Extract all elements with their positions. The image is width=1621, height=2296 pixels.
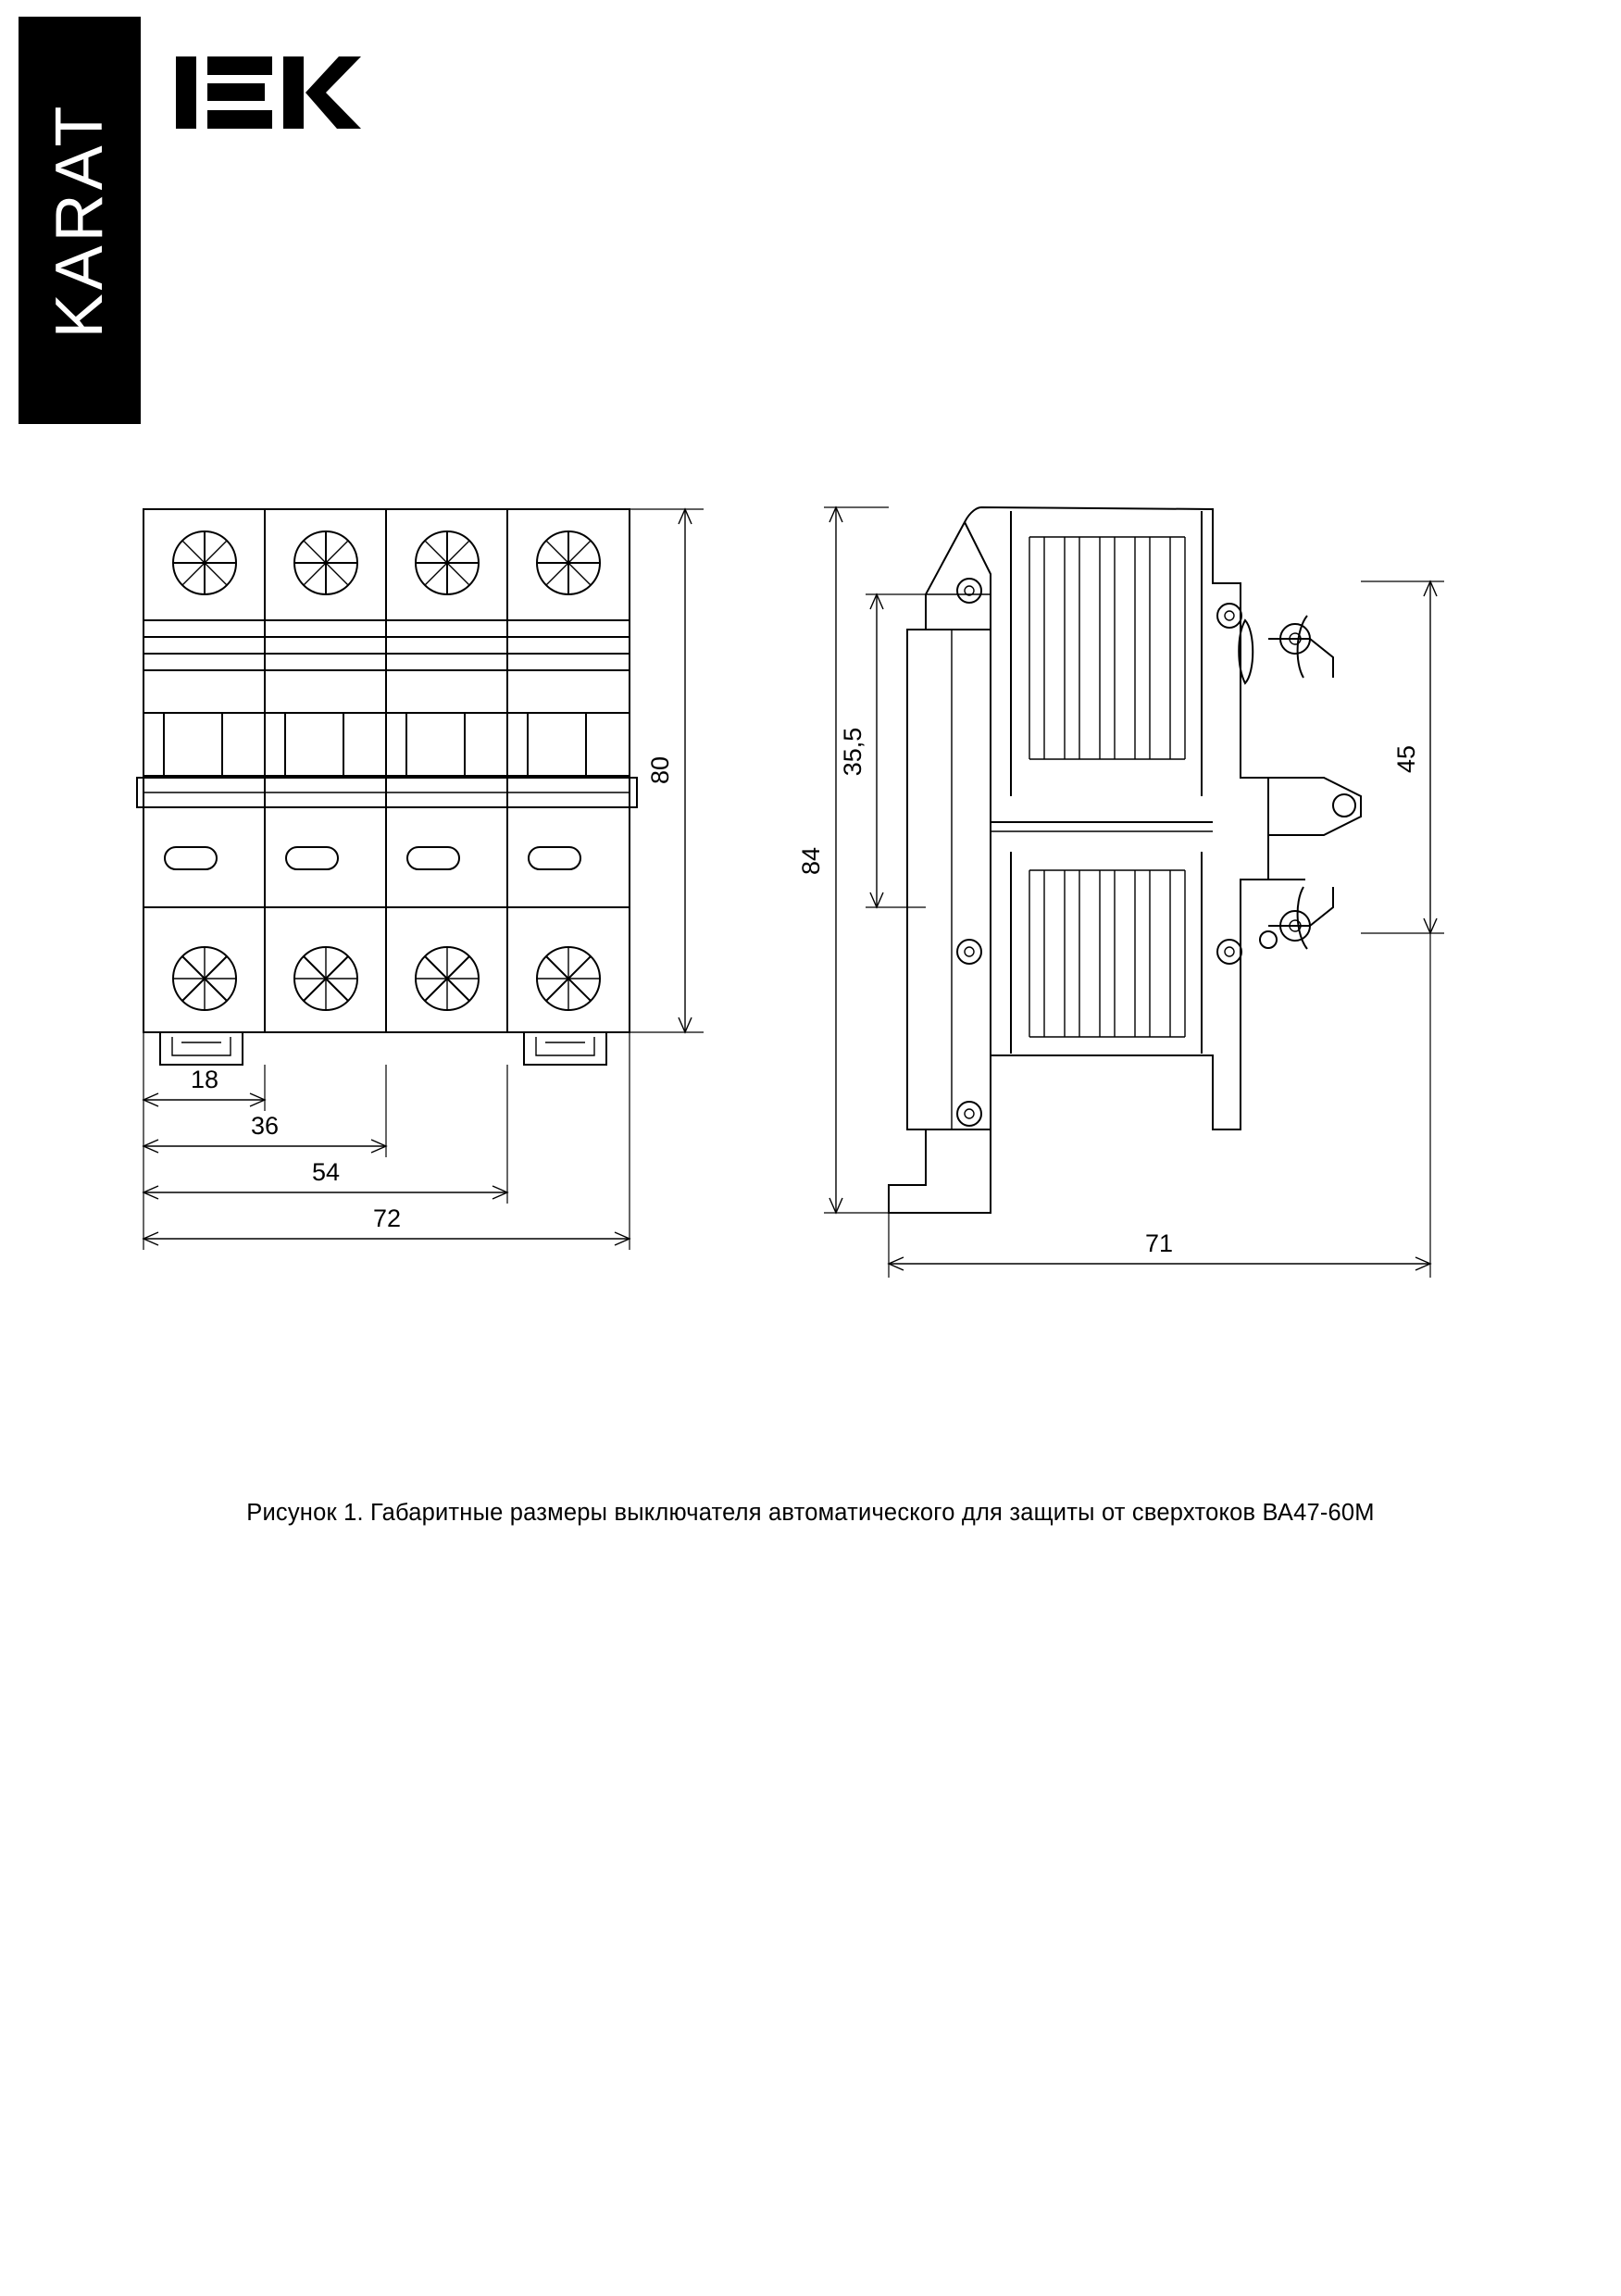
dim-45: 45 xyxy=(1392,744,1420,774)
dim-54: 54 xyxy=(311,1158,341,1186)
terminal-screw-top xyxy=(416,531,479,594)
terminal-screw-top xyxy=(537,531,600,594)
dim-18: 18 xyxy=(190,1066,219,1093)
mounting-clip xyxy=(160,1032,243,1065)
dim-36: 36 xyxy=(250,1112,280,1140)
figure-caption: Рисунок 1. Габаритные размеры выключателя автоматического для защиты от сверхтоков ВА47-60М xyxy=(246,1500,1375,1526)
dim-84: 84 xyxy=(797,846,825,876)
side-view xyxy=(889,507,1361,1213)
brand-bar xyxy=(19,17,141,424)
rivet xyxy=(957,1102,981,1126)
terminal-screw-bottom xyxy=(537,947,600,1010)
terminal-screw-bottom xyxy=(416,947,479,1010)
mounting-clip xyxy=(524,1032,606,1065)
rivet xyxy=(957,579,981,603)
dimension-drawing xyxy=(0,481,1621,1296)
rivet xyxy=(1217,604,1241,628)
rivet xyxy=(1333,794,1355,817)
terminal-screw-bottom xyxy=(294,947,357,1010)
dim-80: 80 xyxy=(646,755,674,785)
brand-vertical-label: KARAT xyxy=(43,102,117,339)
dim-71: 71 xyxy=(1144,1229,1174,1257)
terminal-screw-top xyxy=(294,531,357,594)
rivet xyxy=(1260,931,1277,948)
front-view xyxy=(137,509,637,1065)
rivet xyxy=(957,940,981,964)
side-view-dimensions xyxy=(797,507,1444,1278)
terminal-screw-bottom xyxy=(173,947,236,1010)
rivet xyxy=(1217,940,1241,964)
dim-35-5: 35,5 xyxy=(839,727,867,777)
terminal-screw-top xyxy=(173,531,236,594)
dim-72: 72 xyxy=(372,1204,402,1232)
iek-logo xyxy=(176,51,361,134)
